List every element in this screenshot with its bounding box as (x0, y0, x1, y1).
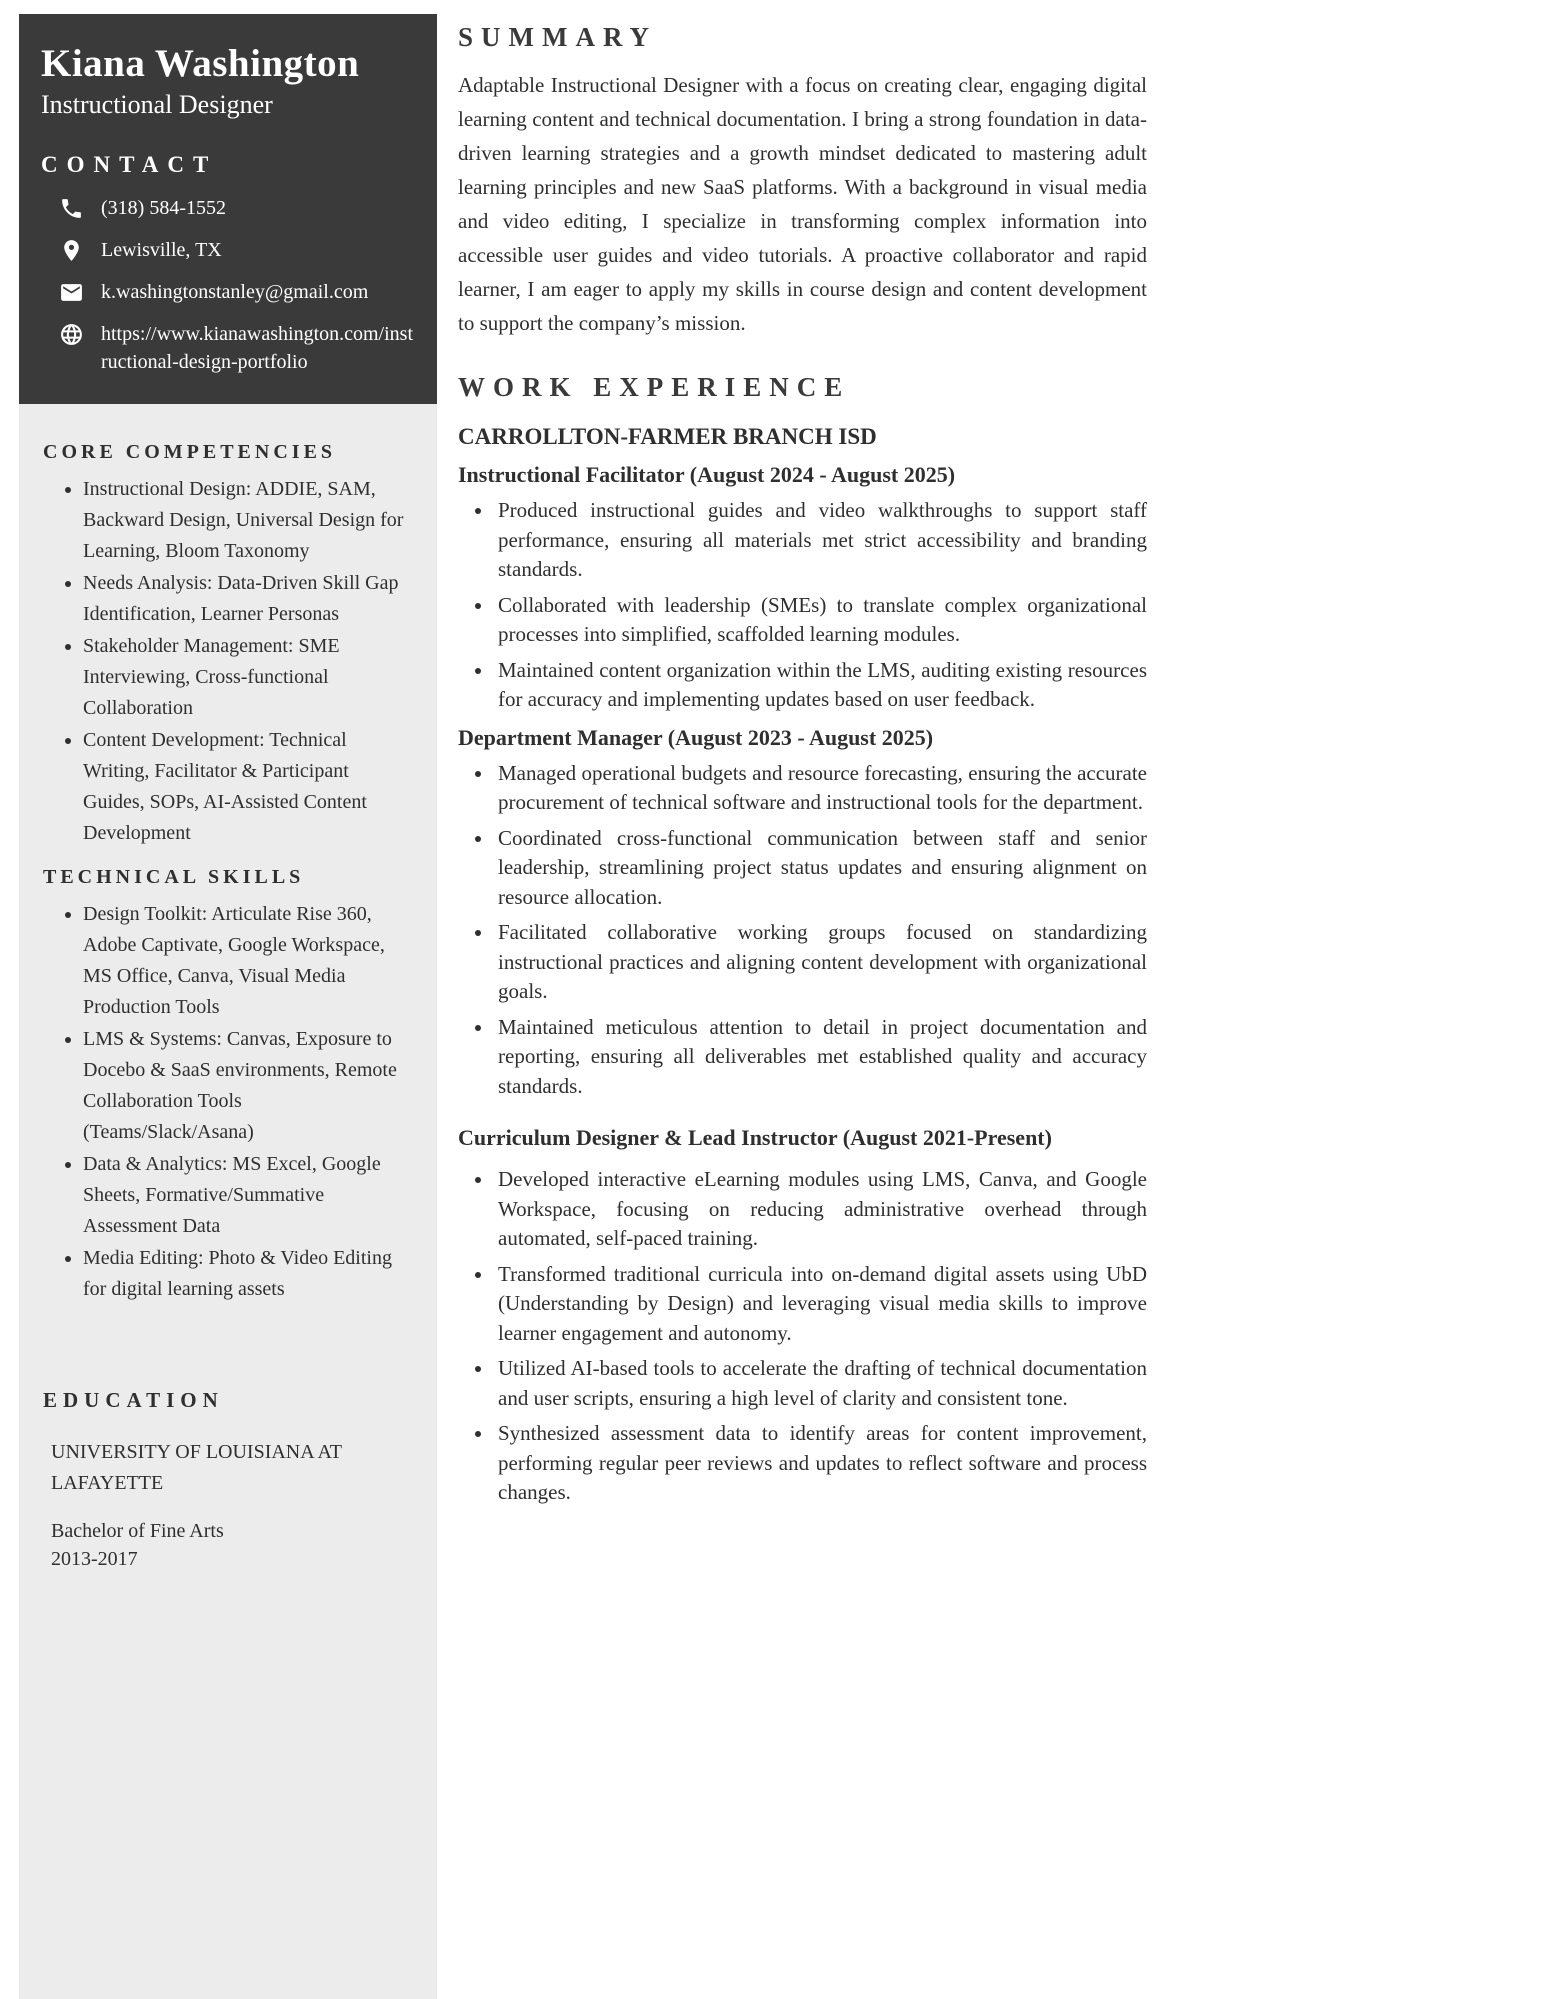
role-bullet-list (458, 1165, 1147, 1508)
phone-icon (59, 196, 84, 221)
sidebar-body (19, 404, 437, 1999)
list-item: • LMS & Systems: Canvas, Exposure to Docebo & SaaS environments, Remote Collaboration Tools (Teams/Slack/Asana) (83, 1024, 409, 1148)
sidebar (19, 14, 437, 1999)
role-bullet: • Collaborated with leadership (SMEs) to translate complex organizational processes into simplified, scaffolded learning modules. (494, 591, 1147, 650)
list-item: • Media Editing: Photo & Video Editing for digital learning assets (83, 1243, 409, 1305)
contact-email: k.washingtonstanley@gmail.com (101, 281, 369, 303)
contact-website-row (41, 320, 413, 376)
list-item: • Data & Analytics: MS Excel, Google Sheets, Formative/Summative Assessment Data (83, 1149, 409, 1242)
education-heading: EDUCATION (43, 1388, 224, 1412)
role-instructional-facilitator (458, 460, 1147, 715)
contact-location-row (41, 236, 413, 264)
work-experience-heading: WORK EXPERIENCE (458, 372, 851, 402)
summary-text: Adaptable Instructional Designer with a focus on creating clear, engaging digital learning content and technical documentation. I bring a strong foundation in data-driven learning strategies and a growth mindset dedicated to mastering adult learning principles and new SaaS platforms. With a background in visual media and video editing, I specialize in transforming complex information into accessible user guides and video tutorials. A proactive collaborator and rapid learner, I am eager to apply my skills in course design and content development to support the company’s mission. (458, 73, 1147, 335)
core-competencies-heading: CORE COMPETENCIES (43, 441, 337, 463)
technical-skills-list (43, 899, 409, 1305)
education-degree: Bachelor of Fine Arts (51, 1520, 224, 1542)
role-bullet: • Synthesized assessment data to identify areas for content improvement, performing regular peer reviews and updates to reflect software and process changes. (494, 1419, 1147, 1508)
role-title: Instructional Facilitator (August 2024 - August 2025) (458, 462, 956, 487)
education-years: 2013-2017 (51, 1548, 138, 1570)
core-competencies-section (43, 438, 409, 849)
role-bullet: • Coordinated cross-functional communication between staff and senior leadership, streamlining project status updates and ensuring alignment on resource allocation. (494, 824, 1147, 913)
core-competencies-list (43, 474, 409, 849)
list-item: • Instructional Design: ADDIE, SAM, Backward Design, Universal Design for Learning, Bloom Taxonomy (83, 474, 409, 567)
role-bullet: • Maintained content organization within the LMS, auditing existing resources for accuracy and implementing updates based on user feedback. (494, 656, 1147, 715)
role-bullet: • Maintained meticulous attention to detail in project documentation and reporting, ensuring all deliverables met established quality and accuracy standards. (494, 1013, 1147, 1102)
role-bullet: • Managed operational budgets and resource forecasting, ensuring the accurate procurement of technical software and instructional tools for the department. (494, 759, 1147, 818)
contact-email-row (41, 278, 413, 306)
main-content (458, 14, 1147, 1514)
education-section (43, 1385, 409, 1573)
company-name: CARROLLTON-FARMER BRANCH ISD (458, 424, 877, 449)
work-experience-section (458, 370, 1147, 1508)
sidebar-header (19, 14, 437, 404)
role-department-manager (458, 723, 1147, 1102)
role-bullet: • Facilitated collaborative working groups focused on standardizing instructional practices and aligning content development with organizational goals. (494, 918, 1147, 1007)
contact-location: Lewisville, TX (101, 239, 222, 261)
role-title: Curriculum Designer & Lead Instructor (August 2021-Present) (458, 1125, 1052, 1150)
education-school: UNIVERSITY OF LOUISIANA AT LAFAYETTE (51, 1441, 342, 1494)
location-pin-icon (59, 238, 84, 263)
role-bullet-list (458, 759, 1147, 1102)
role-curriculum-designer (458, 1123, 1147, 1508)
candidate-name: Kiana Washington (41, 42, 360, 85)
contact-heading: CONTACT (41, 152, 218, 177)
globe-icon (59, 322, 84, 347)
technical-skills-section (43, 863, 409, 1305)
email-icon (59, 280, 84, 305)
role-bullet: • Utilized AI-based tools to accelerate the drafting of technical documentation and user scripts, ensuring a high level of clarity and consistent tone. (494, 1354, 1147, 1413)
role-bullet: • Transformed traditional curricula into on-demand digital assets using UbD (Understanding by Design) and leveraging visual media skills to improve learner engagement and autonomy. (494, 1260, 1147, 1349)
role-bullet: • Produced instructional guides and video walkthroughs to support staff performance, ensuring all materials met strict accessibility and branding standards. (494, 496, 1147, 585)
technical-skills-heading: TECHNICAL SKILLS (43, 866, 305, 888)
summary-heading: SUMMARY (458, 22, 658, 52)
list-item: • Design Toolkit: Articulate Rise 360, Adobe Captivate, Google Workspace, MS Office, Canva, Visual Media Production Tools (83, 899, 409, 1023)
role-title: Department Manager (August 2023 - August 2025) (458, 724, 934, 750)
contact-website: https://www.kianawashington.com/instructional-design-portfolio (101, 323, 414, 373)
list-item: • Content Development: Technical Writing, Facilitator & Participant Guides, SOPs, AI-Assisted Content Development (83, 725, 409, 849)
role-bullet: • Developed interactive eLearning modules using LMS, Canva, and Google Workspace, focusing on reducing administrative overhead through automated, self-paced training. (494, 1165, 1147, 1254)
summary-section (458, 20, 1147, 340)
role-bullet-list (458, 496, 1147, 715)
list-item: • Stakeholder Management: SME Interviewing, Cross-functional Collaboration (83, 631, 409, 724)
candidate-job-title: Instructional Designer (41, 90, 273, 119)
list-item: • Needs Analysis: Data-Driven Skill Gap Identification, Learner Personas (83, 568, 409, 630)
contact-phone-row (41, 194, 413, 222)
contact-phone: (318) 584-1552 (101, 197, 226, 219)
